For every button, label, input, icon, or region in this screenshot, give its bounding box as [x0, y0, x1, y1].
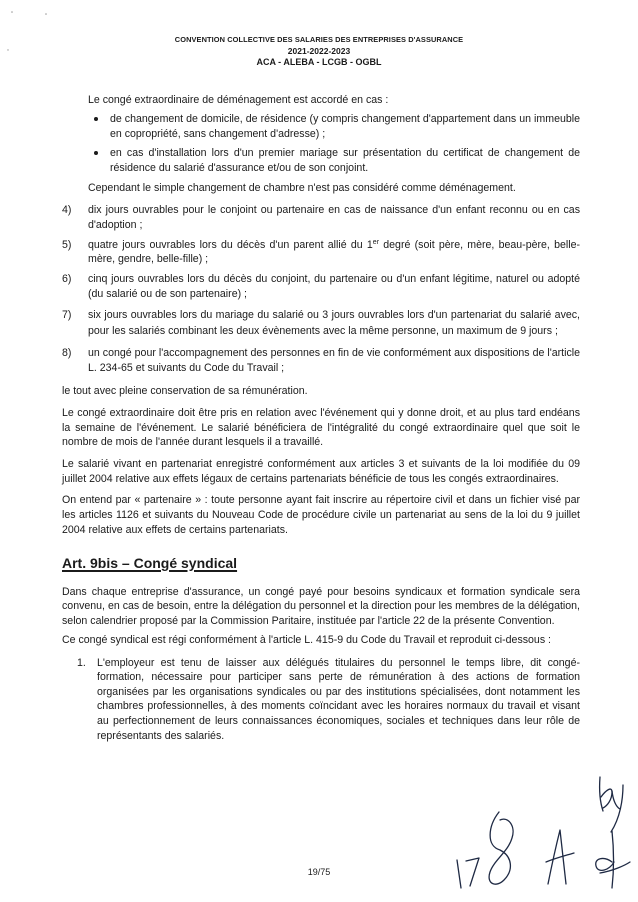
- list-item-text-line: formation, nécessaire pour participer sans perte de rémunération à des actions de formation: [97, 671, 580, 683]
- list-item-text-line: organisées par les organisations syndicales ou par des institutions spécialisées, dont notamment les: [97, 686, 580, 698]
- header-years: 2021-2022-2023: [287, 46, 351, 56]
- list-item-text-line: pour les salariés combinant les deux évènements avec la même personne, un maximum de 9 jours ;: [88, 325, 558, 337]
- list-item-text-line: chambres professionnelles, à des moments coïncidant avec les horaires normaux du travail et visant: [97, 700, 580, 712]
- paragraph-line: les articles 1126 et suivants du Nouveau Code de procédure civile un partenariat au sens de la loi du 9 juillet: [62, 509, 580, 521]
- list-item-number: 1.: [77, 657, 86, 669]
- bullet-text-line: en copropriété, sans changement d'adresse) ;: [110, 128, 326, 140]
- initials-mark-d: [596, 831, 630, 888]
- paragraph-line: 2004 relative aux effets de certains partenariats.: [62, 524, 288, 536]
- header-parties: ACA - ALEBA - LCGB - OGBL: [256, 57, 382, 67]
- closing-line: le tout avec pleine conservation de sa rémunération.: [62, 385, 308, 397]
- list-item-text-line: d'adoption ;: [88, 219, 143, 231]
- list-item-text-line: L. 234-65 et suivants du Code du Travail ;: [88, 362, 285, 374]
- paragraph-line: la semaine de l'événement. Le salarié bénéficiera de l'intégralité du congé extraordinaire quel que soit le: [62, 422, 580, 434]
- paragraph-line: Ce congé syndical est régi conformément à l'article L. 415-9 du Code du Travail et reproduit ci-dessous :: [62, 634, 551, 646]
- text-segment: degré (soit père, mère, beau-père, belle-: [379, 239, 580, 251]
- paragraph-line: nombre de mois de l'année durant lesquels il a travaillé.: [62, 436, 324, 448]
- header-title: CONVENTION COLLECTIVE DES SALARIES DES ENTREPRISES D'ASSURANCE: [174, 35, 464, 44]
- list-item-text-line: mère, gendre, belle-fille) ;: [88, 253, 209, 265]
- moving-leave-intro: Le congé extraordinaire de déménagement est accordé en cas :: [88, 94, 389, 106]
- list-item-text-line: L'employeur est tenu de laisser aux délégués titulaires du personnel le temps libre, dit congé-: [97, 657, 580, 669]
- moving-leave-note: Cependant le simple changement de chambre n'est pas considéré comme déménagement.: [88, 182, 516, 194]
- text-segment: quatre jours ouvrables lors du décès d'un parent allié du 1: [88, 239, 373, 251]
- list-item-number: 4): [62, 204, 72, 216]
- paragraph-line: On entend par « partenaire » : toute personne ayant fait inscrire au répertoire civil et dans un fichier visé par: [62, 494, 580, 506]
- initials-mark-top-right: [600, 777, 623, 832]
- bullet-text-line: de changement de domicile, de résidence (y compris changement d'appartement dans un immeuble: [110, 113, 580, 125]
- paragraph-line: Le salarié vivant en partenariat enregistré conformément aux articles 3 et suivants de la loi modifiée du 09: [62, 458, 580, 470]
- list-item-text-line: (du salarié ou de son partenaire) ;: [88, 288, 247, 300]
- list-item-text-line: un congé pour l'accompagnement des personnes en fin de vie conformément aux dispositions de l'article: [88, 347, 580, 359]
- page-number: 19/75: [307, 867, 331, 877]
- list-item-number: 8): [62, 347, 72, 359]
- list-item-text-line: six jours ouvrables lors du mariage du salarié ou 3 jours ouvrables lors d'un partenariat du salarié avec,: [88, 309, 580, 321]
- list-item-number: 5): [62, 239, 72, 251]
- paragraph-line: convenu, en cas de besoin, entre la délégation du personnel et la direction pour les membres de la délégation,: [62, 600, 580, 612]
- bullet-icon: [94, 117, 98, 121]
- list-item-text-line: [88, 238, 580, 252]
- paragraph-line: Dans chaque entreprise d'assurance, un congé payé pour besoins syndicaux et formation syndicale sera: [62, 586, 580, 598]
- paragraph-line: Le congé extraordinaire doit être pris en relation avec l'événement qui y donne droit, et au plus tard endéans: [62, 407, 580, 419]
- bullet-text-line: en cas d'installation lors d'un premier mariage sur présentation du certificat de changement de: [110, 147, 580, 159]
- list-item-text-line: dix jours ouvrables pour le conjoint ou partenaire en cas de naissance d'un enfant reconnu ou en cas: [88, 204, 580, 216]
- bullet-text-line: résidence du salarié d'assurance et/ou de son conjoint.: [110, 162, 369, 174]
- list-item-text-line: au perfectionnement de leurs connaissances économiques, sociales et techniques dans leur rôle de: [97, 715, 580, 727]
- list-item-number: 6): [62, 273, 72, 285]
- superscript: er: [372, 239, 380, 246]
- bullet-icon: [94, 151, 98, 155]
- list-item-text-line: cinq jours ouvrables lors du décès du conjoint, du partenaire ou d'un enfant légitime, naturel ou adopté: [88, 273, 580, 285]
- paragraph-line: juillet 2004 relative aux effets légaux de certains partenariats bénéficie de tous les congés extraordinaires.: [62, 473, 559, 485]
- list-item-text-line: représentants des salariés.: [97, 730, 225, 742]
- list-item-number: 7): [62, 309, 72, 321]
- paragraph-line: selon calendrier proposé par la Commission Paritaire, instituée par l'article 22 de la présente Convention.: [62, 615, 555, 627]
- article-heading: Art. 9bis – Congé syndical: [62, 555, 238, 571]
